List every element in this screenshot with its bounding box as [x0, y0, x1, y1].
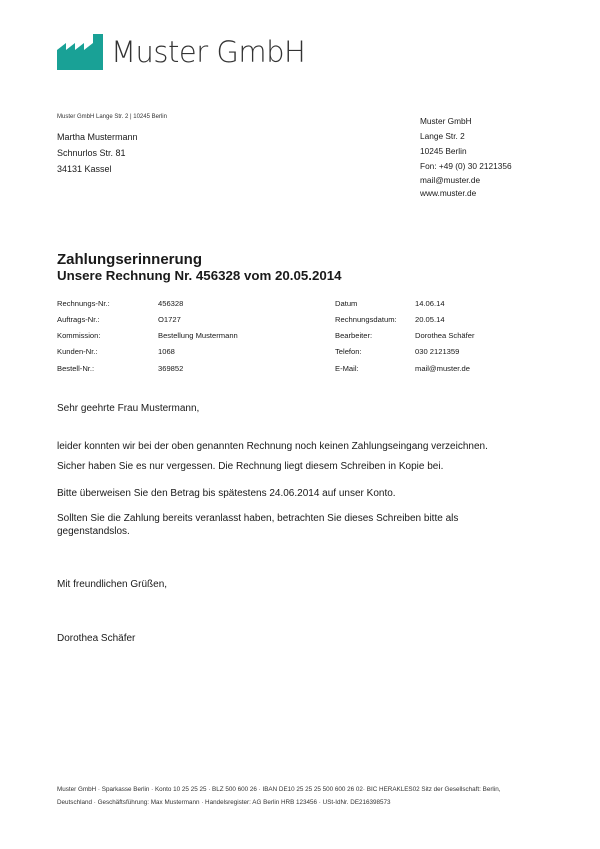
info-label-email: E-Mail: — [335, 364, 359, 373]
company-email: mail@muster.de — [420, 175, 481, 185]
info-label-date: Datum — [335, 299, 358, 308]
footer-line-2: Deutschland · Geschäftsführung: Max Mustermann · Handelsregister: AG Berlin HRB 123456 · USt-IdNr. DE216398573 — [57, 799, 391, 806]
signature-name: Dorothea Schäfer — [57, 633, 136, 644]
info-value-order-no: O1727 — [158, 315, 181, 324]
info-label-phone: Telefon: — [335, 347, 362, 356]
closing: Mit freundlichen Grüßen, — [57, 579, 168, 590]
company-contact — [420, 174, 480, 200]
info-label-invoice-no: Rechnungs-Nr.: — [57, 299, 110, 308]
paragraph-1-line-2: Sicher haben Sie es nur vergessen. Die Rechnung liegt diesem Schreiben in Kopie bei. — [57, 461, 444, 472]
paragraph-1-line-1: leider konnten wir bei der oben genannten Rechnung noch keinen Zahlungseingang verzeichnen. — [57, 441, 488, 452]
company-city: 10245 Berlin — [420, 146, 467, 156]
company-phone: Fon: +49 (0) 30 2121356 — [420, 161, 512, 171]
info-label-purchase-no: Bestell-Nr.: — [57, 364, 95, 373]
info-label-clerk: Bearbeiter: — [335, 331, 373, 340]
info-value-invoice-date: 20.05.14 — [415, 315, 445, 324]
recipient-city: 34131 Kassel — [57, 164, 112, 174]
company-street: Lange Str. 2 — [420, 131, 465, 141]
recipient-street: Schnurlos Str. 81 — [57, 148, 126, 158]
recipient-name: Martha Mustermann — [57, 132, 138, 142]
info-label-customer-no: Kunden-Nr.: — [57, 347, 98, 356]
paragraph-2: Bitte überweisen Sie den Betrag bis spätestens 24.06.2014 auf unser Konto. — [57, 488, 396, 499]
recipient-address — [57, 129, 138, 177]
company-website: www.muster.de — [420, 188, 477, 198]
info-value-phone: 030 2121359 — [415, 347, 460, 356]
info-label-invoice-date: Rechnungsdatum: — [335, 315, 397, 324]
info-value-purchase-no: 369852 — [158, 364, 184, 373]
info-value-customer-no: 1068 — [158, 347, 175, 356]
company-address — [420, 114, 512, 174]
factory-logo-icon — [57, 34, 103, 70]
paragraph-3: Sollten Sie die Zahlung bereits veranlasst haben, betrachten Sie dieses Schreiben bitte als gegenstandslos. — [57, 513, 459, 537]
sender-return-address: Muster GmbH Lange Str. 2 | 10245 Berlin — [57, 114, 167, 120]
company-logo — [57, 34, 305, 70]
info-value-email: mail@muster.de — [415, 364, 470, 373]
info-label-commission: Kommission: — [57, 331, 101, 340]
info-value-clerk: Dorothea Schäfer — [415, 331, 475, 340]
company-name: Muster GmbH — [420, 116, 472, 126]
footer-bank-details — [57, 783, 537, 809]
footer-line-1: Muster GmbH · Sparkasse Berlin · Konto 10 25 25 25 · BLZ 500 600 26 · IBAN DE10 25 25 25 500 600 26 02· BIC HERAKLES02 Sitz der Gesellschaft: Berlin, — [57, 786, 501, 793]
info-value-date: 14.06.14 — [415, 299, 445, 308]
info-label-order-no: Auftrags-Nr.: — [57, 315, 100, 324]
logo-text: Muster GmbH — [111, 34, 306, 69]
document-subtitle: Unsere Rechnung Nr. 456328 vom 20.05.2014 — [57, 268, 342, 283]
info-value-commission: Bestellung Mustermann — [158, 331, 238, 340]
salutation: Sehr geehrte Frau Mustermann, — [57, 403, 200, 414]
document-title: Zahlungserinnerung — [57, 251, 203, 268]
info-value-invoice-no: 456328 — [158, 299, 184, 308]
